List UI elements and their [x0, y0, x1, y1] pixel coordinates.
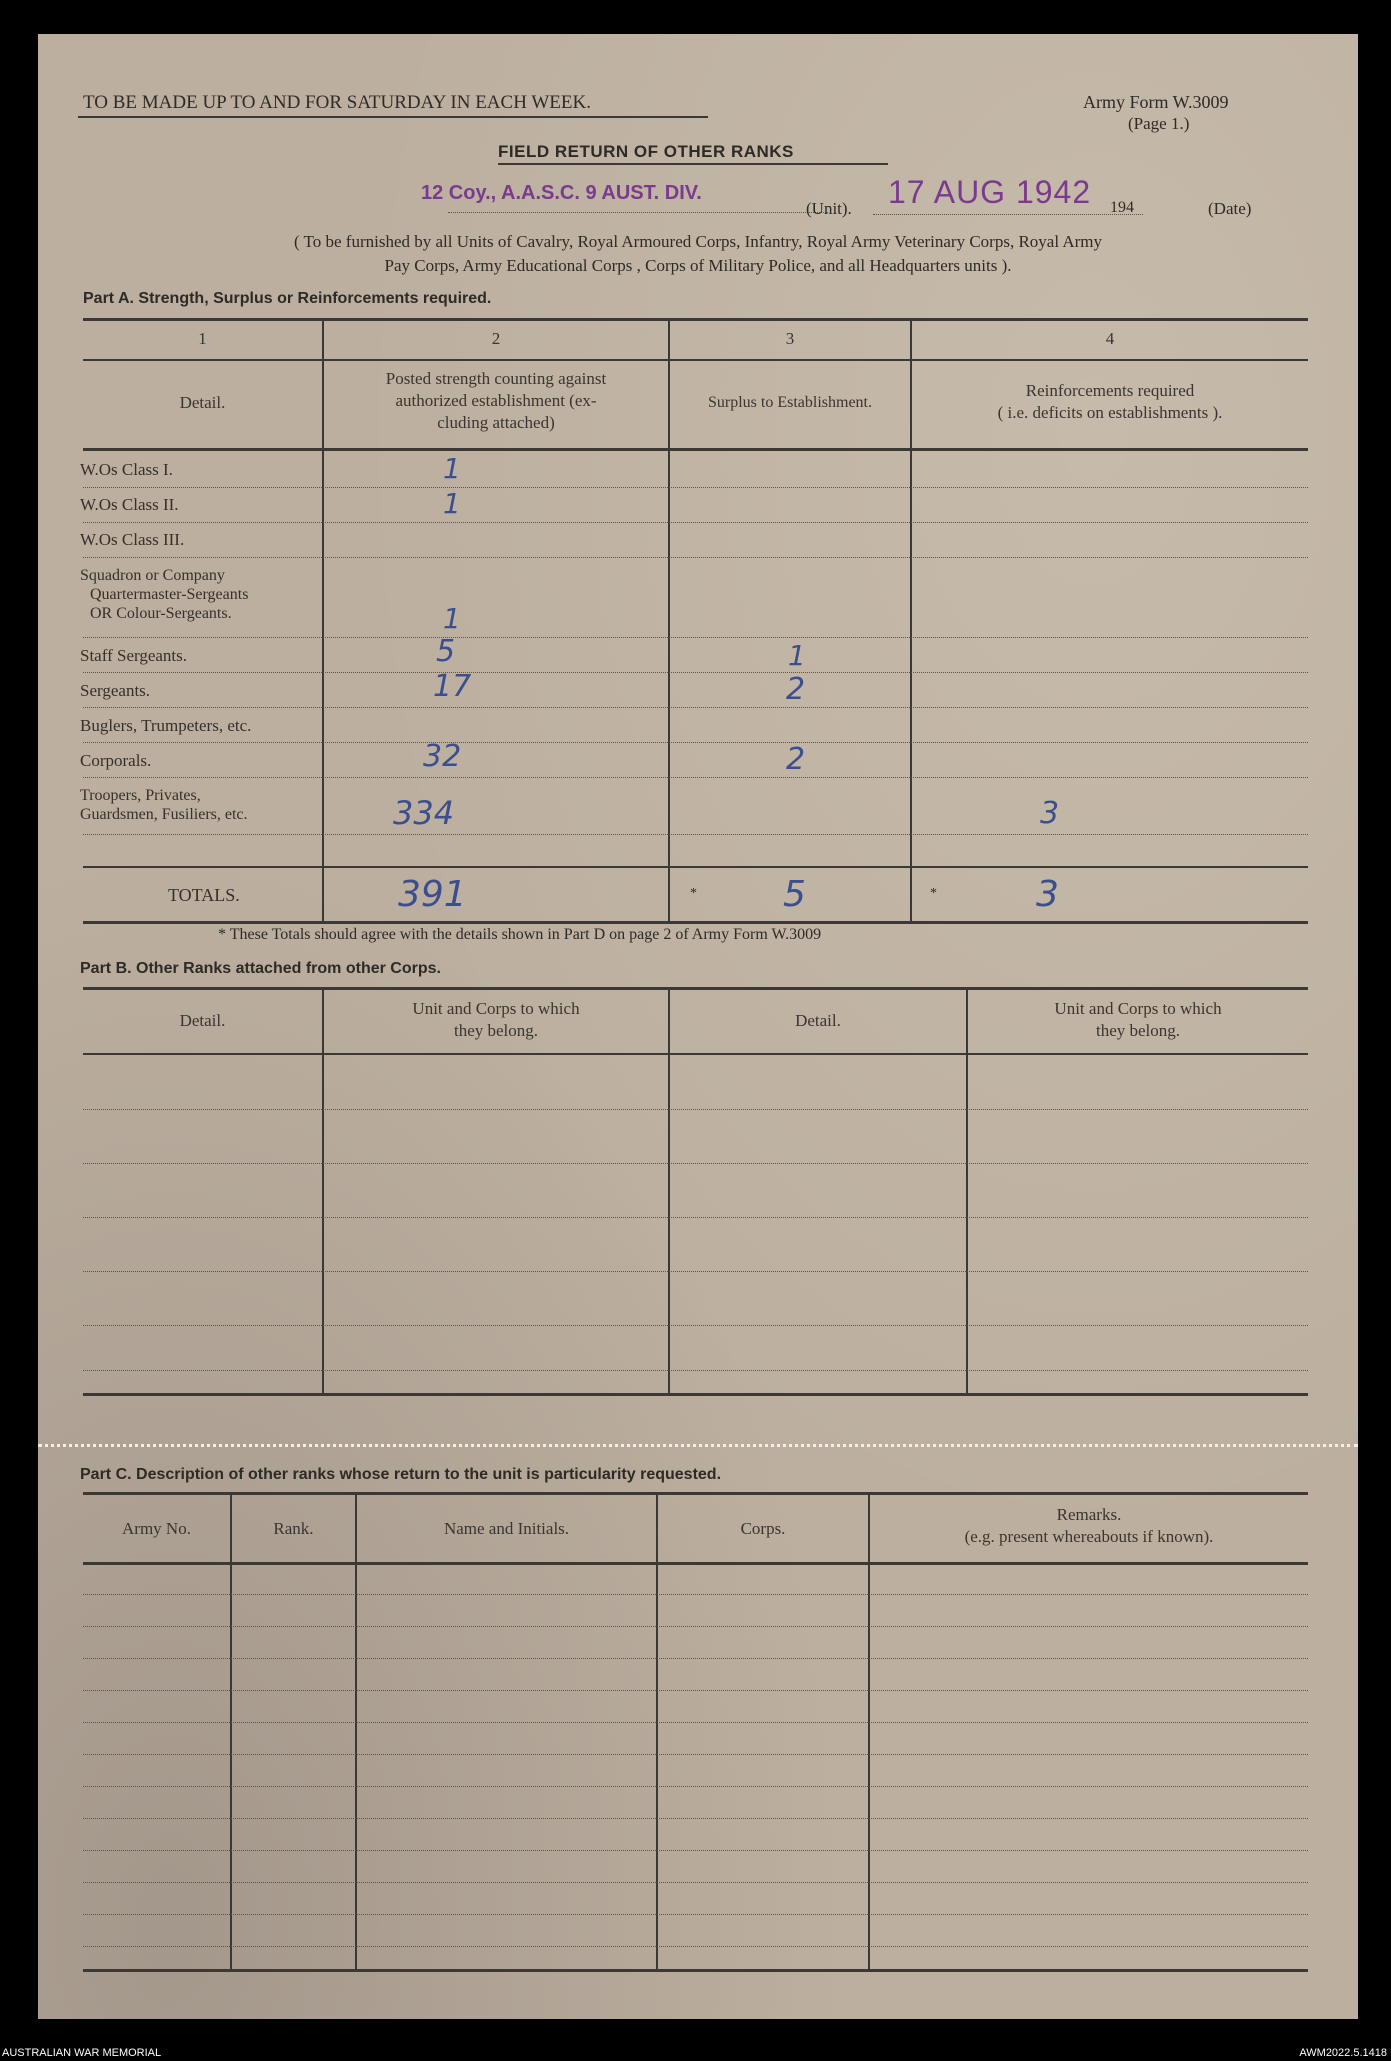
- col-header-posted-l3: cluding attached): [437, 413, 555, 432]
- part-c-vline-4: [868, 1492, 870, 1971]
- row-label-wo2: W.Os Class II.: [80, 495, 179, 514]
- date-stamp: 17 AUG 1942: [888, 174, 1092, 210]
- part-b-col-unit-2: [968, 998, 1308, 1042]
- part-a-bottom-rule: [83, 921, 1308, 924]
- row-label-buglers: Buglers, Trumpeters, etc.: [80, 716, 252, 735]
- part-a-title: Part A. Strength, Surplus or Reinforcements required.: [83, 290, 492, 307]
- col-header-posted: [324, 368, 668, 434]
- col-number-2: 2: [491, 329, 501, 348]
- furnished-note: [68, 230, 1328, 278]
- part-c-col-corps: Corps.: [740, 1519, 786, 1538]
- reinf-total-star: *: [930, 886, 937, 901]
- row-sep: [83, 707, 1308, 708]
- posted-wo1: 1: [443, 452, 461, 485]
- surplus-staff-sergeants: 1: [788, 639, 806, 672]
- part-a-body-bottom: [83, 866, 1308, 868]
- part-c-header-rule: [83, 1562, 1308, 1565]
- reinf-total: 3: [1036, 874, 1059, 915]
- part-b-bottom-rule: [83, 1393, 1308, 1396]
- form-title: FIELD RETURN OF OTHER RANKS: [498, 142, 794, 161]
- title-underline: [498, 163, 888, 165]
- row-label-troopers-l2: Guardsmen, Fusiliers, etc.: [80, 806, 248, 823]
- part-b-col-unit-2-l2: they belong.: [1095, 1021, 1181, 1040]
- furnished-note-line1: ( To be furnished by all Units of Cavalry, Royal Armoured Corps, Infantry, Royal Army Veterinary Corps, Royal Army: [293, 232, 1103, 251]
- part-b-row-sep: [83, 1370, 1308, 1371]
- part-c-vline-1: [230, 1492, 232, 1971]
- form-number: Army Form W.3009: [1083, 92, 1229, 112]
- row-sep: [83, 522, 1308, 523]
- part-c-row-sep: [83, 1754, 1308, 1755]
- row-label-cqms-l3: OR Colour-Sergeants.: [90, 605, 232, 622]
- row-label-troopers-l1: Troopers, Privates,: [80, 787, 201, 804]
- surplus-sergeants: 2: [786, 672, 806, 707]
- part-b-title: Part B. Other Ranks attached from other Corps.: [80, 960, 441, 977]
- part-b-row-sep: [83, 1217, 1308, 1218]
- page-number: (Page 1.): [1128, 114, 1190, 133]
- posted-cqms: 1: [443, 602, 461, 635]
- part-c-row-sep: [83, 1786, 1308, 1787]
- row-sep: [83, 557, 1308, 558]
- part-b-row-sep: [83, 1271, 1308, 1272]
- row-label-corporals: Corporals.: [80, 751, 152, 770]
- archive-credit: AUSTRALIAN WAR MEMORIAL: [2, 2047, 162, 2059]
- row-sep: [83, 834, 1308, 835]
- perforation-line: [38, 1444, 1358, 1447]
- row-label-cqms-l1: Squadron or Company: [80, 567, 225, 584]
- part-a-header-rule: [83, 448, 1308, 451]
- row-label-wo1: W.Os Class I.: [80, 460, 173, 479]
- part-b-vline-2: [668, 987, 670, 1395]
- part-c-row-sep: [83, 1882, 1308, 1883]
- year-prefix: 194: [1110, 199, 1134, 216]
- row-sep: [83, 487, 1308, 488]
- row-label-wo3: W.Os Class III.: [80, 530, 185, 549]
- furnished-note-line2: Pay Corps, Army Educational Corps , Corps of Military Police, and all Headquarters units ).: [384, 256, 1012, 275]
- row-sep: [83, 777, 1308, 778]
- part-b-top-rule: [83, 987, 1308, 990]
- part-c-top-rule: [83, 1492, 1308, 1495]
- posted-troopers: 334: [393, 794, 455, 832]
- col-header-reinf-l1: Reinforcements required: [1025, 381, 1195, 400]
- row-label-cqms-l2: Quartermaster-Sergeants: [90, 586, 249, 603]
- part-c-vline-2: [355, 1492, 357, 1971]
- posted-total: 391: [398, 874, 467, 915]
- part-c-col-rank: Rank.: [273, 1519, 314, 1538]
- col-number-4: 4: [1105, 329, 1115, 348]
- col-header-reinforcements: [912, 380, 1308, 424]
- posted-sergeants: 17: [433, 669, 472, 704]
- col-header-posted-l2: authorized establishment (ex-: [395, 391, 597, 410]
- part-b-row-sep: [83, 1325, 1308, 1326]
- col-header-surplus: Surplus to Establishment.: [708, 394, 872, 411]
- part-c-row-sep: [83, 1658, 1308, 1659]
- part-c-row-sep: [83, 1818, 1308, 1819]
- weekly-instruction: TO BE MADE UP TO AND FOR SATURDAY IN EACH WEEK.: [83, 92, 591, 113]
- part-b-col-unit-1: [324, 998, 668, 1042]
- part-b-row-sep: [83, 1163, 1308, 1164]
- part-c-vline-3: [656, 1492, 658, 1971]
- part-c-title: Part C. Description of other ranks whose return to the unit is particularity requested.: [80, 1466, 722, 1483]
- unit-label: (Unit).: [806, 199, 852, 218]
- part-b-row-sep: [83, 1109, 1308, 1110]
- part-b-col-detail-1: Detail.: [179, 1011, 226, 1030]
- part-b-vline-3: [966, 987, 968, 1395]
- part-c-col-remarks-l1: Remarks.: [1056, 1505, 1122, 1524]
- row-label-cqms: [80, 566, 248, 623]
- col-number-3: 3: [785, 329, 795, 348]
- row-sep: [83, 637, 1308, 638]
- part-c-row-sep: [83, 1850, 1308, 1851]
- part-c-bottom-rule: [83, 1969, 1308, 1972]
- part-a-colnum-rule: [83, 359, 1308, 361]
- col-header-detail: Detail.: [179, 393, 226, 412]
- part-c-col-name: Name and Initials.: [443, 1519, 570, 1538]
- part-c-col-remarks: [870, 1504, 1308, 1548]
- row-sep: [83, 742, 1308, 743]
- totals-footnote: * These Totals should agree with the details shown in Part D on page 2 of Army Form W.3009: [218, 926, 822, 943]
- part-c-row-sep: [83, 1914, 1308, 1915]
- date-label: (Date): [1208, 199, 1252, 218]
- part-c-row-sep: [83, 1946, 1308, 1947]
- part-b-col-unit-1-l1: Unit and Corps to which: [412, 999, 580, 1018]
- part-c-row-sep: [83, 1722, 1308, 1723]
- part-b-col-detail-2: Detail.: [795, 1011, 841, 1030]
- part-c-col-remarks-l2: (e.g. present whereabouts if known).: [964, 1527, 1214, 1546]
- part-a-top-rule: [83, 318, 1308, 321]
- posted-corporals: 32: [423, 739, 462, 774]
- instruction-underline: [78, 116, 708, 118]
- part-c-row-sep: [83, 1594, 1308, 1595]
- row-label-troopers: [80, 786, 248, 824]
- part-c-col-army-no: Army No.: [122, 1519, 191, 1538]
- part-b-header-rule: [83, 1053, 1308, 1055]
- part-b-col-unit-1-l2: they belong.: [453, 1021, 539, 1040]
- part-c-row-sep: [83, 1690, 1308, 1691]
- posted-staff-sergeants: 5: [436, 634, 456, 669]
- part-b-col-unit-2-l1: Unit and Corps to which: [1054, 999, 1222, 1018]
- archive-reference: AWM2022.5.1418: [1299, 2047, 1387, 2059]
- posted-wo2: 1: [443, 487, 461, 520]
- unit-dotted-line: [448, 212, 828, 213]
- surplus-corporals: 2: [786, 742, 806, 777]
- surplus-total: 5: [783, 874, 806, 915]
- row-sep: [83, 672, 1308, 673]
- reinf-troopers: 3: [1040, 796, 1060, 831]
- part-c-row-sep: [83, 1626, 1308, 1627]
- col-number-1: 1: [198, 329, 207, 348]
- form-sheet: [38, 34, 1358, 2019]
- row-label-sergeants: Sergeants.: [80, 681, 151, 700]
- part-b-vline-1: [322, 987, 324, 1395]
- date-dotted-line: [873, 214, 1143, 215]
- col-header-reinf-l2: ( i.e. deficits on establishments ).: [997, 403, 1223, 422]
- unit-stamp: 12 Coy., A.A.S.C. 9 AUST. DIV.: [421, 182, 702, 204]
- surplus-total-star: *: [690, 886, 697, 901]
- col-header-posted-l1: Posted strength counting against: [385, 369, 607, 388]
- row-label-staff-sergeants: Staff Sergeants.: [80, 646, 188, 665]
- totals-label: TOTALS.: [168, 885, 240, 905]
